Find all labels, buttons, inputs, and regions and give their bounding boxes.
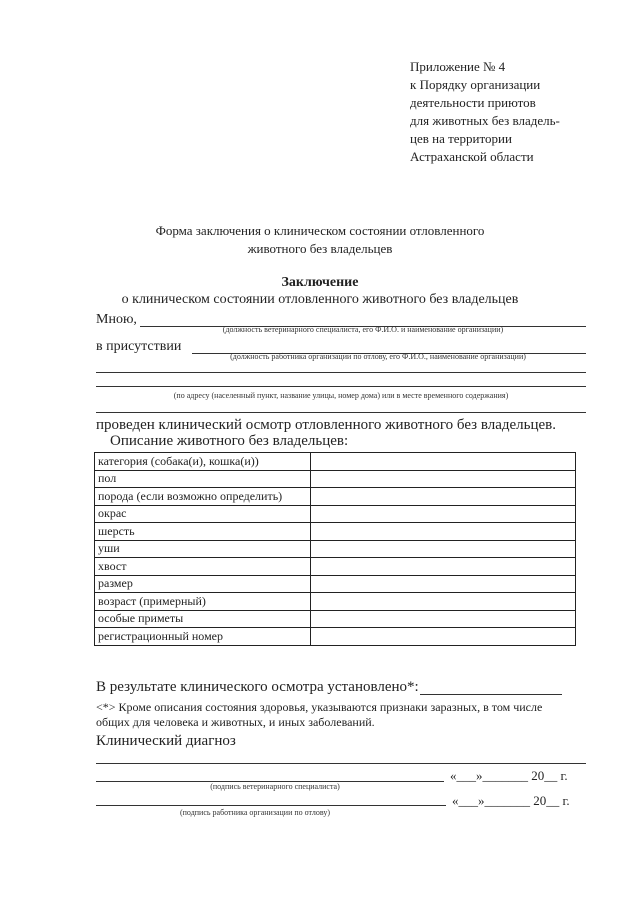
- row-label: уши: [95, 540, 311, 558]
- table-row: [95, 558, 576, 576]
- address-field-continued[interactable]: [96, 412, 586, 413]
- row-value-cell[interactable]: [310, 575, 575, 593]
- presence-field-continued[interactable]: [96, 372, 586, 373]
- form-title-line2: животного без владельцев: [247, 241, 393, 256]
- form-title: [0, 222, 640, 258]
- vet-signature-hint: (подпись ветеринарного специалиста): [210, 782, 340, 791]
- row-label: размер: [95, 575, 311, 593]
- appendix-line: деятельности приютов: [410, 95, 536, 110]
- catcher-signature-field[interactable]: [96, 805, 446, 806]
- row-value-cell[interactable]: [310, 453, 575, 471]
- presence-label: в присутствии: [96, 339, 182, 354]
- description-title: Описание животного без владельцев:: [110, 433, 349, 449]
- table-row: [95, 540, 576, 558]
- table-row: [95, 453, 576, 471]
- appendix-line: для животных без владель-: [410, 113, 560, 128]
- appendix-line: Астраханской области: [410, 149, 534, 164]
- table-row: [95, 505, 576, 523]
- table-row: [95, 488, 576, 506]
- conclusion-subheading: о клиническом состоянии отловленного животного без владельцев: [121, 292, 519, 307]
- diagnosis-field[interactable]: [96, 763, 586, 764]
- conclusion-heading: Заключение: [281, 275, 359, 290]
- row-value-cell[interactable]: [310, 558, 575, 576]
- row-value-cell[interactable]: [310, 593, 575, 611]
- appendix-line: цев на территории: [410, 131, 512, 146]
- appendix-line: к Порядку организации: [410, 77, 541, 92]
- row-label: хвост: [95, 558, 311, 576]
- row-label: пол: [95, 470, 311, 488]
- vet-signature-date[interactable]: «___»_______ 20__ г.: [450, 768, 568, 783]
- row-value-cell[interactable]: [310, 505, 575, 523]
- appendix-line: Приложение № 4: [410, 59, 506, 74]
- row-label: особые приметы: [95, 610, 311, 628]
- row-label: порода (если возможно определить): [95, 488, 311, 506]
- table-row: [95, 523, 576, 541]
- presence-hint: (должность работника организации по отлову, его Ф.И.О., наименование организации): [230, 352, 526, 361]
- form-title-line1: Форма заключения о клиническом состоянии отловленного: [155, 223, 485, 238]
- table-row: [95, 628, 576, 646]
- diagnosis-label: Клинический диагноз: [96, 733, 236, 749]
- me-hint: (должность ветеринарного специалиста, его Ф.И.О. и наименование организации): [222, 325, 504, 334]
- row-label: регистрационный номер: [95, 628, 311, 646]
- animal-description-table: [94, 452, 576, 646]
- row-label: окрас: [95, 505, 311, 523]
- row-value-cell[interactable]: [310, 610, 575, 628]
- result-field[interactable]: [420, 694, 562, 695]
- row-value-cell[interactable]: [310, 488, 575, 506]
- row-label: категория (собака(и), кошка(и)): [95, 453, 311, 471]
- row-label: шерсть: [95, 523, 311, 541]
- appendix-note: [410, 58, 630, 166]
- address-hint: (по адресу (населенный пункт, название улицы, номер дома) или в месте временного содержания): [173, 391, 509, 400]
- table-row: [95, 575, 576, 593]
- row-label: возраст (примерный): [95, 593, 311, 611]
- row-value-cell[interactable]: [310, 470, 575, 488]
- row-value-cell[interactable]: [310, 540, 575, 558]
- table-row: [95, 470, 576, 488]
- table-row: [95, 610, 576, 628]
- catcher-signature-date[interactable]: «___»_______ 20__ г.: [452, 793, 570, 808]
- catcher-signature-hint: (подпись работника организации по отлову): [179, 808, 331, 817]
- row-value-cell[interactable]: [310, 523, 575, 541]
- row-value-cell[interactable]: [310, 628, 575, 646]
- me-label: Мною,: [96, 312, 137, 327]
- table-row: [95, 593, 576, 611]
- address-field[interactable]: [96, 386, 586, 387]
- result-label: В результате клинического осмотра установлено*:: [96, 679, 419, 695]
- exam-statement: проведен клинический осмотр отловленного животного без владельцев.: [96, 417, 557, 433]
- footnote: <*> Кроме описания состояния здоровья, указываются признаки заразных, в том числе общих для человека и животных, и иных заболеваний.: [96, 700, 543, 729]
